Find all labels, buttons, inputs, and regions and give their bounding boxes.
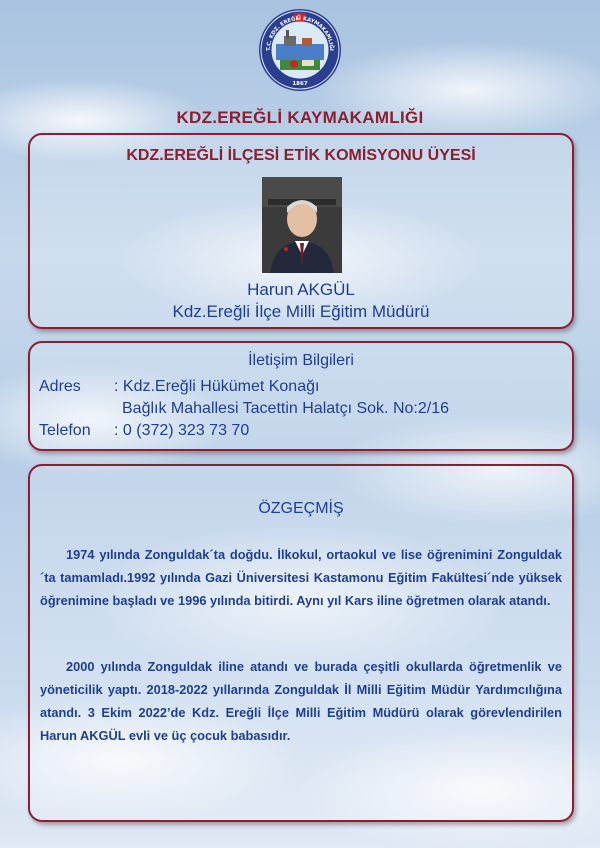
bio-paragraph-1: 1974 yılında Zonguldak´ta doğdu. İlkokul, ortaokul ve lise öğrenimini Zonguldak´ta tamamladı.1992 yılında Gazi Üniversitesi Kastamonu Eğitim Fakültesi´nde yüksek öğrenimine başladı ve 1996 yılında bitirdi. Aynı yıl Kars iline öğretmen olarak atandı. — [40, 547, 562, 608]
contact-title: İletişim Bilgileri — [248, 352, 354, 369]
address-line-2: Bağlık Mahallesi Tacettin Halatçı Sok. No:2/16 — [122, 400, 449, 417]
page-title: KDZ.EREĞLİ KAYMAKAMLIĞI — [176, 108, 424, 127]
member-position: Kdz.Ereğli İlçe Milli Eğitim Müdürü — [172, 302, 430, 321]
district-governorship-seal-icon — [258, 8, 342, 92]
phone-label: Telefon — [39, 422, 91, 439]
address-line-1: : Kdz.Ereğli Hükümet Konağı — [114, 378, 320, 395]
member-name: Harun AKGÜL — [247, 280, 355, 299]
bio-card — [28, 464, 574, 822]
bio-paragraph-2: 2000 yılında Zonguldak iline atandı ve burada çeşitli okullarda öğretmenlik ve yöneticilik yaptı. 2018-2022 yıllarında Zonguldak İl Milli Eğitim Müdür Yardımcılığına atandı. 3 Ekim 2022’de Kdz. Ereğli İlçe Milli Eğitim Müdürü olarak görevlendirilen Harun AKGÜL evli ve üç çocuk babasıdır. — [40, 659, 562, 743]
phone-value: : 0 (372) 323 73 70 — [114, 422, 250, 439]
contact-card — [28, 341, 574, 451]
member-photo — [262, 177, 342, 273]
section-title: KDZ.EREĞLİ İLÇESİ ETİK KOMİSYONU ÜYESİ — [126, 147, 476, 164]
address-label: Adres — [39, 378, 81, 395]
bio-title: ÖZGEÇMİŞ — [258, 500, 344, 517]
member-card — [28, 133, 574, 329]
seal-ring-text: T.C. KDZ. EREĞLİ KAYMAKAMLIĞI — [265, 15, 335, 51]
seal-year: 1867 — [292, 81, 308, 87]
